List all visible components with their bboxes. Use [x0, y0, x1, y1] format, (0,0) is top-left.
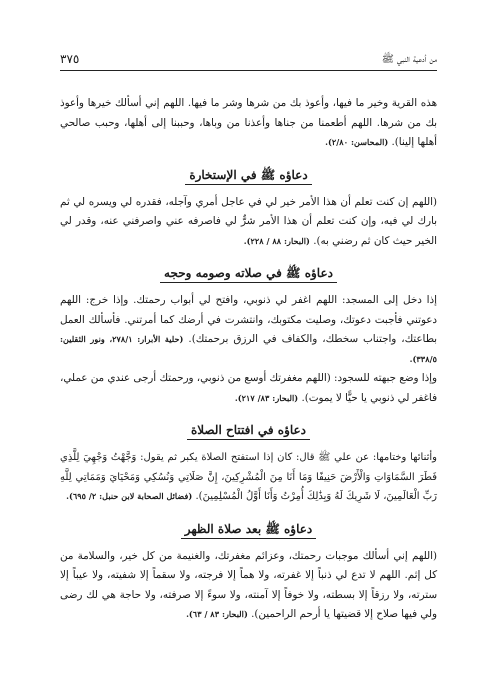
source-citation: (حلية الأبرار: ٢٧٨/١، ونور الثقلين: ٣٣٨/٥).	[60, 334, 437, 364]
paragraph	[60, 448, 437, 507]
paragraph-text: هذه القرية وخير ما فيها، وأعوذ بك من شرها وشر ما فيها. اللهم إني أسألك خيرها وأعوذ بك من شرها. اللهم أطعمنا من جناها وأعذنا من وباها، وحببنا إلى أهلها، وحبب صالحي أهلها إلينا).	[60, 97, 437, 148]
paragraph-text: إذا دخل إلى المسجد: اللهم اغفر لي ذنوبي، وافتح لي أبواب رحمتك. وإذا خرج: اللهم دعوتني فأجبت دعوتك، وصليت مكتوبك، وانتشرت في أرضك كما أمرتني. فأسألك العمل بطاعتك، واجتناب سخطك، والكفاف في الرزق برحمتك).	[60, 294, 438, 345]
paragraph-text: (اللهم إن كنت تعلم أن هذا الأمر خير لي في عاجل أمري وآجله، فقدره لي ويسره لي ثم بارك لي فيه، وإن كنت تعلم أن هذا الأمر شرٌّ لي فاصرفه عني واصرفني عنه، وقدر لي الخير حيث كان ثم رضني به).	[60, 195, 437, 247]
paragraph-text: (اللهم إني أسألك موجبات رحمتك، وعزائم مغفرتك، والغنيمة من كل خير، والسلامة من كل إثم. اللهم لا تدع لي ذنباً إلا غفرته، ولا هماً إلا فرجته، ولا سقماً إلا شفيته، ولا عيباً إلا سترته، ولا رزقاً إلا بسطته، ولا خوفاً إلا آمنته، ولا سوءً إلا صرفته، ولا حاجة هي لك رضى ولي فيها صلاح إلا قضيتها يا أرحم الراحمين).	[60, 549, 437, 620]
source-citation: (فضائل الصحابة لابن حنبل: ٢/ ٦٩٥).	[66, 491, 193, 501]
paragraph-text: وإذا وضع جبهته للسجود: (اللهم مغفرتك أوسع من ذنوبي، ورحمتك أرجى عندي من عملي، فاغفر لي ذنوبي يا حيًّا لا يموت).	[60, 372, 437, 404]
source-citation: (البحار: ٨٣ / ٦٣).	[186, 609, 248, 619]
section-heading: دعاؤه ﷺ في الإستخارة	[60, 167, 437, 183]
page-content	[60, 94, 437, 625]
paragraph-text: وأثنائها وختامها: عن علي ﷺ قال: كان إذا استفتح الصلاة يكبر ثم يقول: وَجَّهْتُ وَجْهِيَ لِلَّذِي فَطَرَ السَّمَاوَاتِ وَالْأَرْضَ حَنِيفًا وَمَا أَنَا مِنَ الْمُشْرِكِينَ، إِنَّ صَلَاتِي وَنُسُكِي وَمَحْيَايَ وَمَمَاتِي لِلَّهِ رَبِّ الْعَالَمِينَ، لَا شَرِيكَ لَهُ وَبِذَٰلِكَ أُمِرْتُ وَأَنَا أَوَّلُ الْمُسْلِمِينَ).	[60, 452, 437, 502]
section-heading: دعاؤه ﷺ بعد صلاة الظهر	[60, 521, 437, 537]
paragraph	[60, 94, 437, 153]
paragraph	[60, 547, 437, 625]
paragraph	[60, 291, 437, 369]
section-heading: دعاؤه في افتتاح الصلاة	[60, 422, 437, 438]
page-number: ٣٧٥	[60, 52, 80, 66]
source-citation: (البحار: ٨٣/ ٢١٧).	[234, 392, 299, 403]
source-citation: (البحار: ٨٨ / ٢٢٨).	[243, 235, 310, 246]
paragraph	[60, 369, 437, 408]
running-title: من أدعية النبي ﷺ	[381, 54, 437, 65]
paragraph	[60, 193, 437, 252]
section-heading: دعاؤه ﷺ في صلاته وصومه وحجه	[60, 265, 437, 281]
page-header	[60, 52, 437, 71]
source-citation: (المحاسن: ٢/٨٠).	[325, 137, 389, 147]
